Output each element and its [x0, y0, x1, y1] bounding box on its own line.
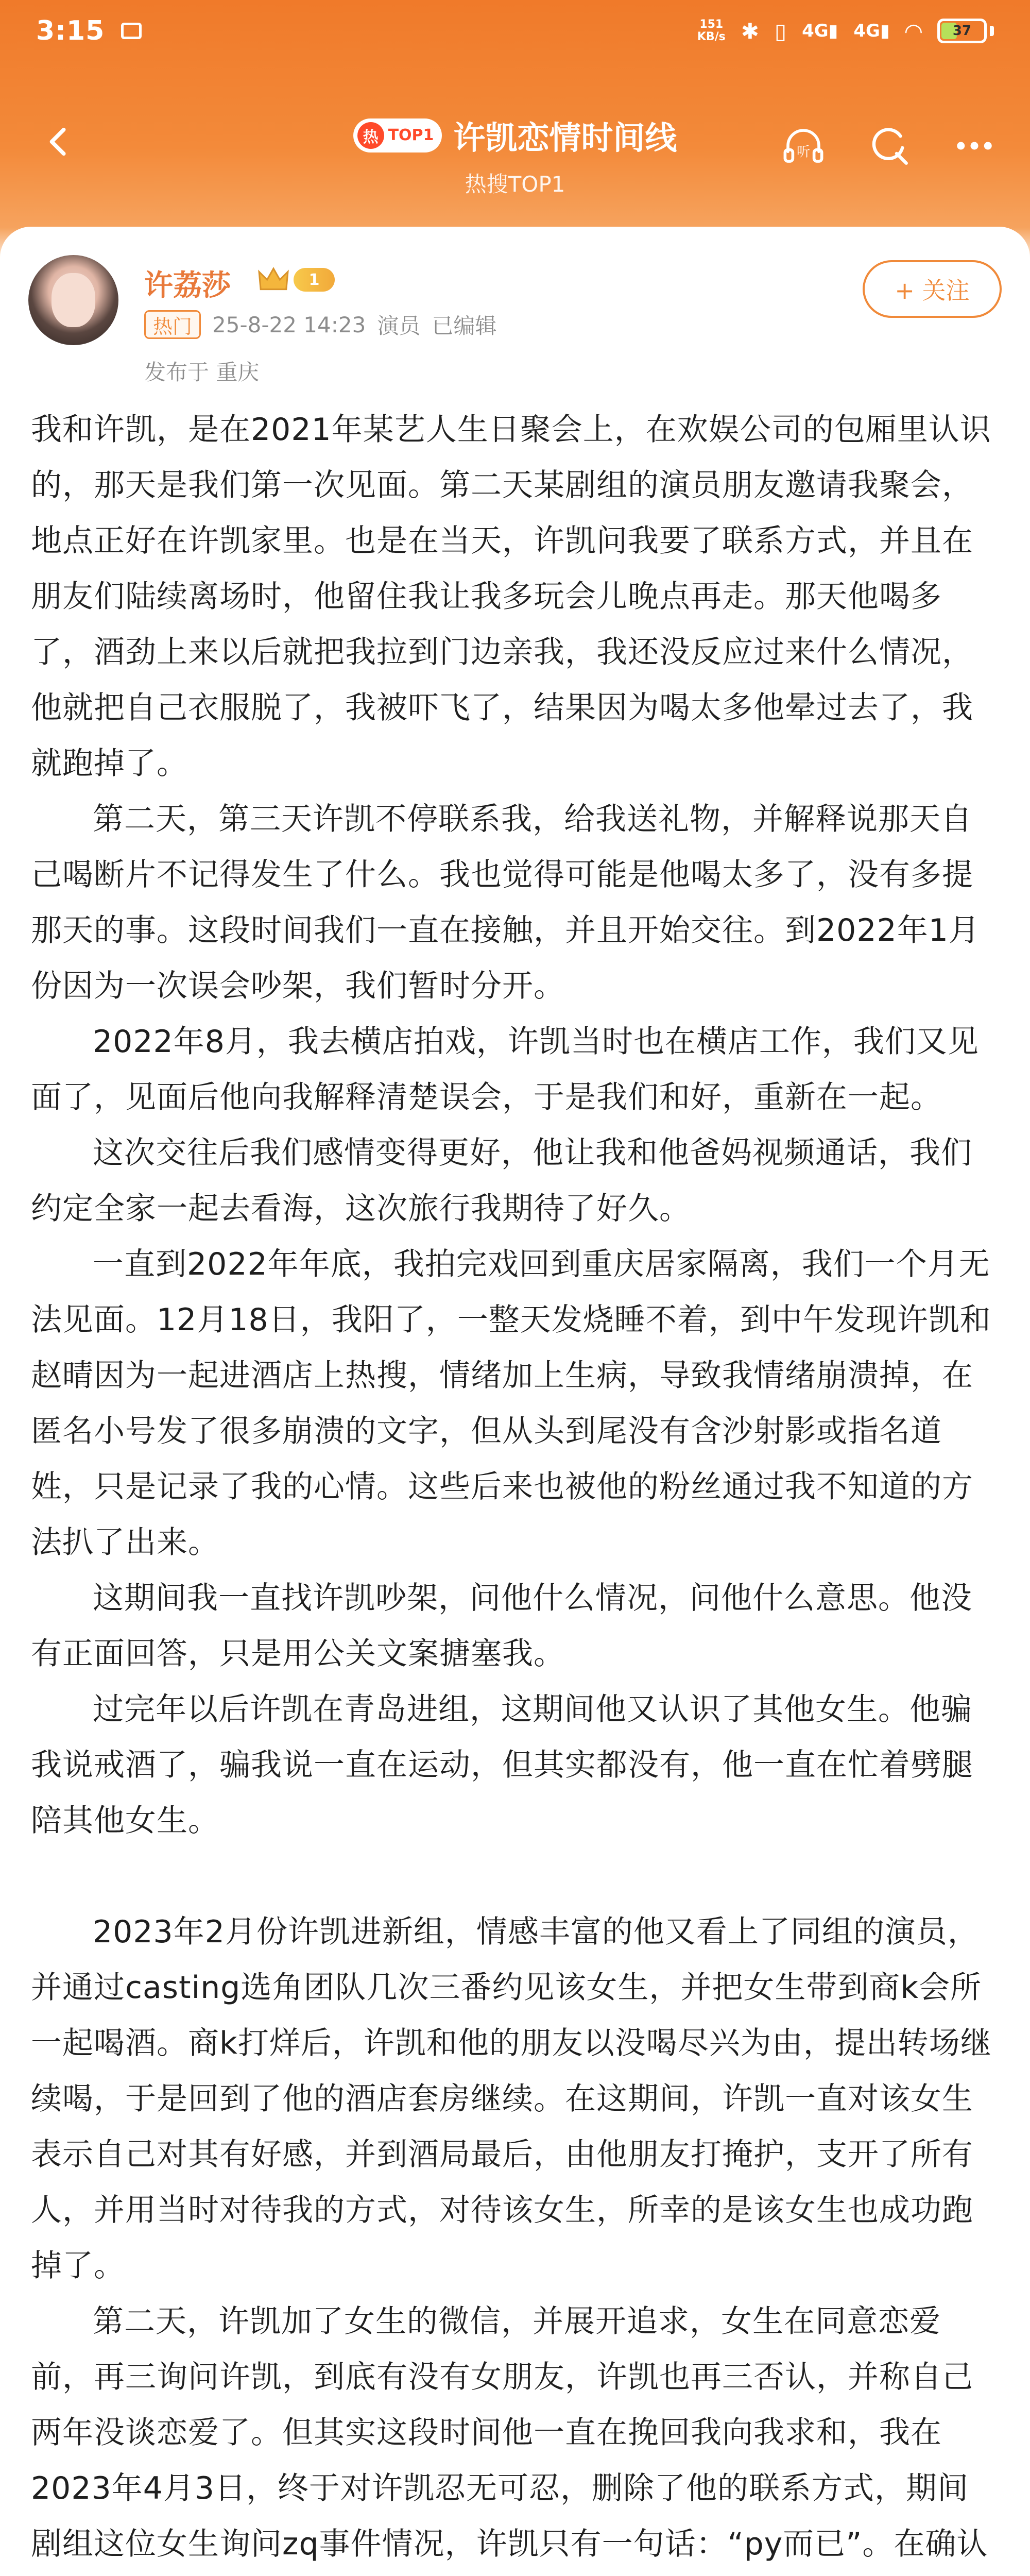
nav-actions	[779, 121, 999, 171]
hot-tag: 热门	[144, 310, 201, 339]
search-icon	[866, 123, 912, 169]
more-icon	[951, 123, 998, 169]
avatar-face	[52, 273, 95, 327]
battery-tip	[990, 26, 994, 36]
author-badges	[258, 265, 335, 294]
paragraph: 第二天，第三天许凯不停联系我，给我送礼物，并解释说那天自己喝断片不记得发生了什么。我也觉得可能是他喝太多了，没有多提那天的事。这段时间我们一直在接触，并且开始交往。到2022年1月份因为一次误会吵架，我们暂时分开。	[31, 801, 980, 1004]
signal-2: 4G▮	[853, 21, 890, 41]
network-speed: 151 KB/s	[697, 18, 726, 43]
post-meta	[144, 309, 496, 340]
more-button[interactable]	[950, 121, 999, 171]
signal-1: 4G▮	[802, 21, 838, 41]
author-role: 演员	[377, 313, 421, 338]
status-bar	[0, 0, 1030, 62]
level-badge: 1	[294, 268, 335, 292]
page-subtitle: 热搜TOP1	[465, 172, 565, 197]
page-title: 许凯恋情时间线	[453, 119, 677, 157]
paragraph: 第二天，许凯加了女生的微信，并展开追求，女生在同意恋爱前，再三询问许凯，到底有没有女朋友，许凯也再三否认，并称自己两年没谈恋爱了。但其实这段时间他一直在挽回我向我求和，我在2023年4月3日，终于对许凯忍无可忍，删除了他的联系方式，期间剧组这位女生询问zq事件情况，许凯只有一句话：“py而已”。在确认	[31, 2303, 988, 2562]
post-location: 发布于 重庆	[144, 360, 260, 385]
paragraph: 一直到2022年年底，我拍完戏回到重庆居家隔离，我们一个月无法见面。12月18日，我阳了，一整天发烧睡不着，到中午发现许凯和赵晴因为一起进酒店上热搜，情绪加上生病，导致我情绪崩溃掉，在匿名小号发了很多崩溃的文字，但从头到尾没有含沙射影或指名道姓，只是记录了我的心情。这些后来也被他的粉丝通过我不知道的方法扒了出来。	[31, 1246, 991, 1561]
post-body	[31, 402, 999, 2576]
paragraph: 我和许凯，是在2021年某艺人生日聚会上，在欢娱公司的包厢里认识的，那天是我们第一次见面。第二天某剧组的演员朋友邀请我聚会，地点正好在许凯家里。也是在当天，许凯问我要了联系方式，并且在朋友们陆续离场时，他留住我让我多玩会儿晚点再走。那天他喝多了，酒劲上来以后就把我拉到门边亲我，我还没反应过来什么情况，他就把自己衣服脱了，我被吓飞了，结果因为喝太多他晕过去了，我就跑掉了。	[31, 412, 991, 782]
message-notification-icon	[121, 23, 142, 39]
follow-button[interactable]: + 关注	[863, 260, 1002, 318]
paragraph: 2022年8月，我去横店拍戏，许凯当时也在横店工作，我们又见面了，见面后他向我解释清楚误会，于是我们和好，重新在一起。	[31, 1024, 979, 1115]
status-indicators	[697, 19, 994, 44]
paragraph: 2023年2月份许凯进新组，情感丰富的他又看上了同组的演员，并通过casting选角团队几次三番约见该女生，并把女生带到商k会所一起喝酒。商k打烊后，许凯和他的朋友以没喝尽兴为由，提出转场继续喝，于是回到了他的酒店套房继续。在这期间，许凯一直对该女生表示自己对其有好感，并到酒局最后，由他朋友打掩护，支开了所有人，并用当时对待我的方式，对待该女生，所幸的是该女生也成功跑掉了。	[31, 1914, 992, 2284]
crown-icon	[258, 265, 289, 294]
edited-label[interactable]: 已编辑	[432, 313, 497, 338]
post-date: 25-8-22 14:23	[212, 312, 366, 337]
battery-icon: 37	[937, 19, 987, 43]
bluetooth-icon: ✱	[741, 18, 759, 44]
paragraph: 这次交往后我们感情变得更好，他让我和他爸妈视频通话，我们约定全家一起去看海，这次旅行我期待了好久。	[31, 1135, 972, 1227]
top-navbar	[0, 93, 1030, 211]
vibrate-icon: ▯	[774, 18, 787, 44]
post-header	[28, 245, 1002, 399]
hot-search-logo-icon: 热 TOP1	[353, 118, 442, 152]
svg-text:听: 听	[796, 144, 811, 160]
listen-icon	[780, 123, 827, 169]
paragraph: 过完年以后许凯在青岛进组，这期间他又认识了其他女生。他骗我说戒酒了，骗我说一直在运动，但其实都没有，他一直在忙着劈腿陪其他女生。	[31, 1691, 973, 1839]
status-time: 3:15	[36, 15, 105, 46]
search-button[interactable]	[864, 121, 914, 171]
post-card	[0, 227, 1030, 2576]
avatar[interactable]	[28, 255, 118, 345]
wifi-icon: ◠	[905, 18, 922, 44]
paragraph: 这期间我一直找许凯吵架，问他什么情况，问他什么意思。他没有正面回答，只是用公关文案搪塞我。	[31, 1580, 972, 1672]
listen-button[interactable]	[779, 121, 828, 171]
author-name[interactable]: 许荔莎	[144, 269, 231, 302]
